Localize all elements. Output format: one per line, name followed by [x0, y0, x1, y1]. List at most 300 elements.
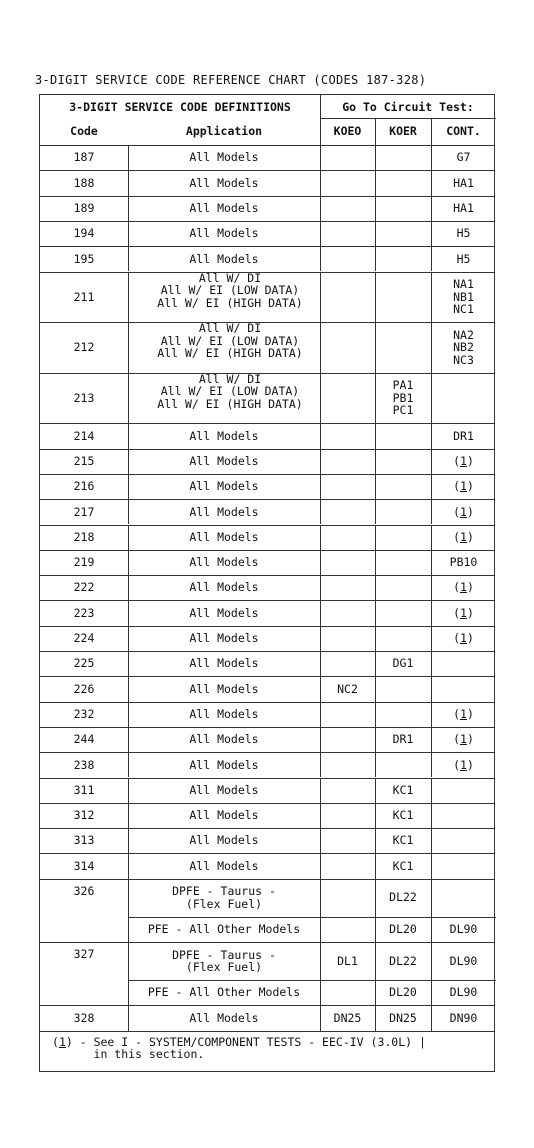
cont-cell [431, 221, 496, 246]
header-goto [320, 96, 496, 118]
table-column-rule [375, 221, 376, 246]
application-cell [128, 550, 320, 575]
table-column-rule [431, 170, 432, 195]
code-cell-line: 326 [73, 883, 95, 898]
koer-cell [375, 727, 431, 752]
application-cell-line: All Models [189, 808, 259, 823]
code-cell [40, 727, 128, 752]
table-column-rule [320, 879, 321, 917]
cont-cell-line: DN90 [449, 1010, 478, 1025]
cont-cell-line: NC3 [453, 352, 474, 367]
table-column-rule [128, 778, 129, 803]
koer-cell [375, 676, 431, 701]
table-column-rule [431, 196, 432, 221]
application-cell-line: All Models [189, 175, 259, 190]
cont-cell [431, 550, 496, 575]
application-cell-line: All Models [189, 555, 259, 570]
koer-cell [375, 246, 431, 271]
code-cell [40, 600, 128, 625]
table-column-rule [431, 474, 432, 499]
table-column-rule [431, 727, 432, 752]
table-column-rule [375, 145, 376, 170]
table-column-rule [375, 917, 376, 942]
application-cell-line: All Models [189, 605, 259, 620]
footnote-number: 1 [460, 580, 467, 595]
application-cell-line: All Models [189, 453, 259, 468]
koer-cell [375, 828, 431, 853]
table-column-rule [431, 942, 432, 980]
header-cont-line: CONT. [446, 123, 481, 138]
koeo-cell [320, 942, 375, 980]
koer-cell [375, 525, 431, 550]
table-column-rule [128, 651, 129, 676]
code-cell [40, 474, 128, 499]
table-column-rule [431, 221, 432, 246]
table-column-rule [320, 980, 321, 1005]
code-cell-line: 217 [73, 504, 95, 519]
application-cell-line: All Models [189, 428, 259, 443]
table-column-rule [320, 499, 321, 524]
footnote-marker: (1) [52, 1034, 73, 1049]
table-column-rule [320, 423, 321, 448]
table-column-rule [375, 575, 376, 600]
code-cell [40, 322, 128, 373]
table-column-rule [128, 221, 129, 246]
koer-cell [375, 221, 431, 246]
koeo-cell [320, 727, 375, 752]
application-cell [128, 942, 320, 980]
table-column-rule [375, 170, 376, 195]
koer-cell [375, 170, 431, 195]
table-column-rule [128, 196, 129, 221]
table-column-rule [431, 803, 432, 828]
koeo-cell [320, 575, 375, 600]
koeo-cell-line: DL1 [337, 953, 358, 968]
application-cell-line: All W/ EI (LOW DATA) [160, 384, 300, 399]
code-cell-line: 188 [73, 175, 95, 190]
table-column-rule [128, 525, 129, 550]
table-column-rule [375, 449, 376, 474]
table-column-rule [431, 118, 432, 145]
koer-cell [375, 980, 431, 1005]
table-column-rule [375, 600, 376, 625]
cont-cell [431, 373, 496, 424]
table-column-rule [320, 474, 321, 499]
application-cell [128, 980, 320, 1005]
cont-cell [431, 778, 496, 803]
cont-cell [431, 575, 496, 600]
koer-cell [375, 145, 431, 170]
code-cell [40, 525, 128, 550]
footnote-marker-number: 1 [58, 1034, 66, 1049]
koer-cell [375, 626, 431, 651]
table-column-rule [320, 752, 321, 777]
code-cell-line: 189 [73, 200, 95, 215]
table-rule [128, 980, 496, 981]
table-column-rule [431, 752, 432, 777]
application-cell-line: All Models [189, 681, 259, 696]
code-cell-line: 314 [73, 858, 95, 873]
application-cell [128, 676, 320, 701]
table-column-rule [320, 94, 321, 145]
cont-cell-line: H5 [456, 226, 471, 241]
footnote-reference: (1) [453, 479, 474, 494]
cont-cell-line: NC1 [453, 302, 474, 317]
table-column-rule [375, 651, 376, 676]
table-column-rule [128, 1005, 129, 1030]
table-column-rule [375, 373, 376, 424]
koeo-cell [320, 651, 375, 676]
application-cell [128, 575, 320, 600]
code-cell [40, 221, 128, 246]
application-cell [128, 272, 320, 323]
table-column-rule [431, 879, 432, 917]
application-cell [128, 752, 320, 777]
footnote-reference: (1) [453, 605, 474, 620]
code-cell-line: 195 [73, 251, 95, 266]
table-column-rule [375, 118, 376, 145]
application-cell-line: (Flex Fuel) [185, 960, 263, 974]
table-column-rule [128, 853, 129, 878]
header-goto-line: Go To Circuit Test: [342, 99, 474, 114]
table-column-rule [128, 803, 129, 828]
koeo-cell [320, 322, 375, 373]
footnote-number: 1 [460, 479, 467, 494]
cont-cell [431, 879, 496, 917]
cont-cell [431, 727, 496, 752]
cont-cell [431, 980, 496, 1005]
table-column-rule [431, 525, 432, 550]
koer-cell-line: DL20 [389, 922, 417, 937]
application-cell [128, 499, 320, 524]
cont-cell [431, 702, 496, 727]
koer-cell [375, 702, 431, 727]
code-cell [40, 423, 128, 448]
cont-cell [431, 626, 496, 651]
koer-cell [375, 917, 431, 942]
table-column-rule [320, 600, 321, 625]
code-cell-line: 244 [73, 732, 95, 747]
koer-cell [375, 550, 431, 575]
application-cell-line: All Models [189, 150, 259, 165]
footnote-number: 1 [460, 453, 467, 468]
table-rule [128, 917, 496, 918]
application-cell-line: All Models [189, 631, 259, 646]
code-cell-line: 222 [73, 580, 95, 595]
header-code-line: Code [70, 123, 98, 138]
footnote-number: 1 [460, 529, 467, 544]
cont-cell-line: DL90 [449, 922, 478, 937]
code-cell [40, 803, 128, 828]
table-column-rule [320, 145, 321, 170]
cont-cell [431, 474, 496, 499]
table-column-rule [375, 980, 376, 1005]
application-cell [128, 474, 320, 499]
application-cell [128, 853, 320, 878]
application-cell [128, 879, 320, 917]
code-cell-line: 313 [73, 833, 95, 848]
koer-cell-line: PC1 [392, 403, 414, 418]
application-cell [128, 525, 320, 550]
header-cont [431, 119, 496, 143]
application-cell-line: All Models [189, 858, 259, 873]
table-column-rule [128, 423, 129, 448]
koer-cell-line: KC1 [392, 833, 414, 848]
koeo-cell [320, 170, 375, 195]
table-column-rule [375, 828, 376, 853]
table-column-rule [431, 828, 432, 853]
koeo-cell [320, 778, 375, 803]
code-cell-line: 215 [73, 453, 95, 468]
application-cell-line: All Models [189, 782, 259, 797]
table-column-rule [431, 449, 432, 474]
table-column-rule [128, 449, 129, 474]
table-column-rule [431, 676, 432, 701]
table-column-rule [375, 525, 376, 550]
koer-cell-line: KC1 [392, 782, 414, 797]
header-definitions [40, 96, 320, 118]
header-definitions-line: 3-DIGIT SERVICE CODE DEFINITIONS [69, 99, 291, 114]
koeo-cell [320, 980, 375, 1005]
table-column-rule [375, 322, 376, 373]
cont-cell [431, 651, 496, 676]
application-cell [128, 1005, 320, 1030]
koeo-cell [320, 828, 375, 853]
cont-cell [431, 423, 496, 448]
cont-cell [431, 752, 496, 777]
code-cell-line: 312 [73, 808, 95, 823]
code-cell-line: 211 [73, 289, 95, 304]
koer-cell-line: DL20 [389, 985, 417, 1000]
cont-cell-line: H5 [456, 251, 471, 266]
code-cell [40, 626, 128, 651]
application-cell-line: All W/ EI (HIGH DATA) [157, 346, 303, 361]
code-cell [40, 752, 128, 777]
cont-cell [431, 600, 496, 625]
cont-cell-line: DL90 [449, 953, 478, 968]
table-column-rule [375, 474, 376, 499]
koer-cell [375, 322, 431, 373]
code-cell [40, 575, 128, 600]
koer-cell [375, 879, 431, 917]
koer-cell [375, 853, 431, 878]
code-cell [40, 853, 128, 878]
table-column-rule [320, 676, 321, 701]
application-cell [128, 423, 320, 448]
footnote [52, 1036, 426, 1061]
cont-cell [431, 145, 496, 170]
koer-cell [375, 575, 431, 600]
koer-cell [375, 1005, 431, 1030]
cont-cell [431, 917, 496, 942]
cont-cell [431, 246, 496, 271]
koer-cell [375, 373, 431, 424]
code-cell [40, 676, 128, 701]
table-column-rule [128, 272, 129, 323]
cont-cell [431, 803, 496, 828]
table-column-rule [320, 373, 321, 424]
koer-cell-line: PB1 [392, 390, 414, 405]
table-column-rule [375, 550, 376, 575]
cont-cell-line: NB1 [453, 289, 474, 304]
application-cell-line: All Models [189, 757, 259, 772]
koer-cell-line: DL22 [389, 953, 417, 968]
application-cell-line: (Flex Fuel) [185, 896, 263, 911]
koeo-cell-line: DN25 [333, 1010, 362, 1025]
footnote-line-1: - See I - SYSTEM/COMPONENT TESTS - EEC-IV (3.0L) | [72, 1034, 426, 1049]
code-cell [40, 778, 128, 803]
code-cell [40, 879, 128, 942]
table-column-rule [320, 727, 321, 752]
table-column-rule [320, 1005, 321, 1030]
cont-cell [431, 170, 496, 195]
table-column-rule [128, 499, 129, 524]
cont-cell-line: PB10 [449, 555, 478, 570]
code-cell-line: 214 [73, 428, 95, 443]
application-cell-line: PFE - All Other Models [147, 985, 301, 1000]
table-column-rule [320, 575, 321, 600]
footnote-number: 1 [460, 732, 467, 747]
cont-cell [431, 676, 496, 701]
code-cell-line: 311 [73, 782, 95, 797]
code-cell [40, 272, 128, 323]
cont-cell [431, 1005, 496, 1030]
application-cell [128, 246, 320, 271]
application-cell-line: All Models [189, 226, 259, 241]
table-column-rule [431, 702, 432, 727]
koer-cell [375, 423, 431, 448]
code-cell [40, 702, 128, 727]
koeo-cell [320, 626, 375, 651]
code-cell-line: 216 [73, 479, 95, 494]
application-cell-line: All Models [189, 1010, 259, 1025]
code-cell [40, 550, 128, 575]
koer-cell-line: KC1 [392, 858, 414, 873]
koer-cell [375, 196, 431, 221]
table-column-rule [431, 575, 432, 600]
table-column-rule [320, 246, 321, 271]
code-cell [40, 196, 128, 221]
application-cell [128, 449, 320, 474]
application-cell [128, 322, 320, 373]
table-column-rule [128, 550, 129, 575]
application-cell-line: All W/ EI (LOW DATA) [160, 333, 300, 348]
application-cell-line: DPFE - Taurus - [172, 947, 276, 962]
code-cell [40, 1005, 128, 1030]
application-cell-line: All Models [189, 529, 259, 544]
application-cell-line: All Models [189, 251, 259, 266]
code-cell [40, 145, 128, 170]
application-cell-line: All W/ DI [198, 270, 262, 285]
koeo-cell [320, 1005, 375, 1030]
table-column-rule [128, 828, 129, 853]
koeo-cell [320, 917, 375, 942]
code-cell-line: 213 [73, 390, 95, 405]
footnote-number: 1 [460, 631, 467, 646]
koeo-cell [320, 550, 375, 575]
cont-cell [431, 942, 496, 980]
application-cell [128, 828, 320, 853]
table-column-rule [431, 651, 432, 676]
application-cell-line: All Models [189, 200, 259, 215]
cont-cell-line: DR1 [453, 428, 474, 443]
code-reference-table [39, 94, 495, 1072]
table-column-rule [320, 778, 321, 803]
application-cell [128, 702, 320, 727]
table-column-rule [128, 752, 129, 777]
table-column-rule [320, 828, 321, 853]
table-rule [40, 94, 494, 95]
table-column-rule [320, 917, 321, 942]
table-column-rule [128, 170, 129, 195]
table-column-rule [431, 499, 432, 524]
table-column-rule [431, 423, 432, 448]
application-cell-line: All Models [189, 706, 259, 721]
table-column-rule [431, 272, 432, 323]
code-cell [40, 651, 128, 676]
cont-cell [431, 272, 496, 323]
table-column-rule [320, 803, 321, 828]
code-cell-line: 219 [73, 555, 95, 570]
table-column-rule [320, 272, 321, 323]
cont-cell-line: HA1 [453, 175, 474, 190]
footnote-reference: (1) [453, 732, 474, 747]
code-cell-line: 328 [73, 1010, 95, 1025]
application-cell-line: PFE - All Other Models [147, 922, 301, 937]
table-column-rule [320, 196, 321, 221]
table-column-rule [375, 246, 376, 271]
cont-cell [431, 322, 496, 373]
koeo-cell [320, 676, 375, 701]
code-cell [40, 246, 128, 271]
footnote-number: 1 [460, 757, 467, 772]
application-cell-line: All Models [189, 479, 259, 494]
koer-cell [375, 752, 431, 777]
koeo-cell [320, 449, 375, 474]
cont-cell [431, 196, 496, 221]
koer-cell [375, 942, 431, 980]
table-column-rule [128, 702, 129, 727]
table-column-rule [128, 676, 129, 701]
table-column-rule [128, 600, 129, 625]
koeo-cell [320, 423, 375, 448]
cont-cell [431, 499, 496, 524]
application-cell [128, 221, 320, 246]
koer-cell [375, 272, 431, 323]
code-cell [40, 499, 128, 524]
table-column-rule [320, 221, 321, 246]
application-cell-line: All W/ EI (LOW DATA) [160, 283, 300, 297]
application-cell-line: All Models [189, 833, 259, 848]
table-column-rule [431, 550, 432, 575]
koeo-cell [320, 145, 375, 170]
koer-cell-line: KC1 [392, 808, 414, 823]
header-koeo [320, 119, 375, 143]
header-koer-line: KOER [389, 123, 417, 138]
table-column-rule [320, 525, 321, 550]
header-code [40, 119, 128, 143]
application-cell-line: All Models [189, 732, 259, 747]
footnote-reference: (1) [453, 580, 474, 595]
cont-cell [431, 828, 496, 853]
application-cell [128, 196, 320, 221]
header-koeo-line: KOEO [333, 123, 362, 138]
koer-cell-line: DL22 [389, 890, 417, 905]
code-cell [40, 828, 128, 853]
koer-cell [375, 474, 431, 499]
table-column-rule [375, 879, 376, 917]
header-koer [375, 119, 431, 143]
